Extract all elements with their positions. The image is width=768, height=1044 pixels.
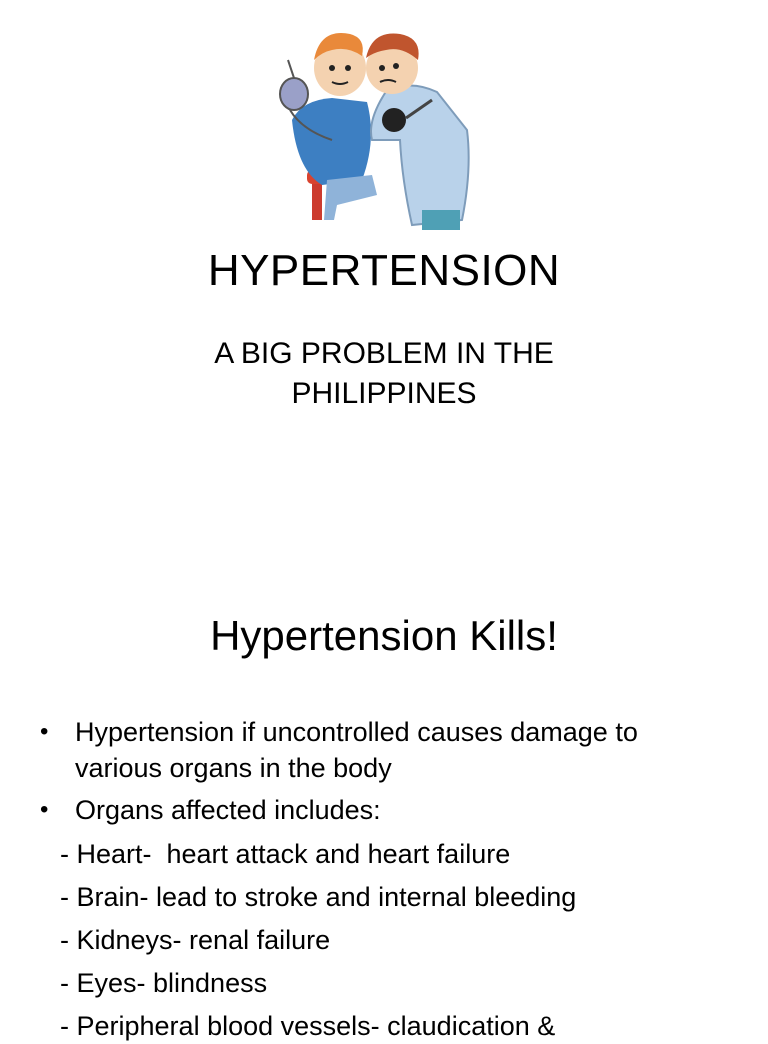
bullet-icon: • xyxy=(40,718,49,745)
subtitle-line: PHILIPPINES xyxy=(291,377,477,410)
slide-title: Hypertension Kills! xyxy=(210,612,558,659)
subtitle-line: A BIG PROBLEM IN THE xyxy=(214,337,554,370)
slide-title: HYPERTENSION xyxy=(207,246,561,295)
sub-list-item: - Brain- lead to stroke and internal bleeding xyxy=(60,882,577,912)
sub-list-item: - Eyes- blindness xyxy=(60,968,268,998)
doctor-patient-illustration xyxy=(262,20,492,236)
sub-list-item: - Heart- heart attack and heart failure xyxy=(60,839,511,869)
slide-subtitle xyxy=(184,334,584,414)
sub-list-item: - Kidneys- renal failure xyxy=(60,925,331,955)
sub-list-item: - Peripheral blood vessels- claudication & xyxy=(60,1011,556,1041)
bullet-icon: • xyxy=(40,796,49,823)
bullet-text: Organs affected includes: xyxy=(75,795,381,825)
content-slide xyxy=(0,590,768,1041)
bullet-text: Hypertension if uncontrolled causes damage to various organs in the body xyxy=(75,717,638,783)
